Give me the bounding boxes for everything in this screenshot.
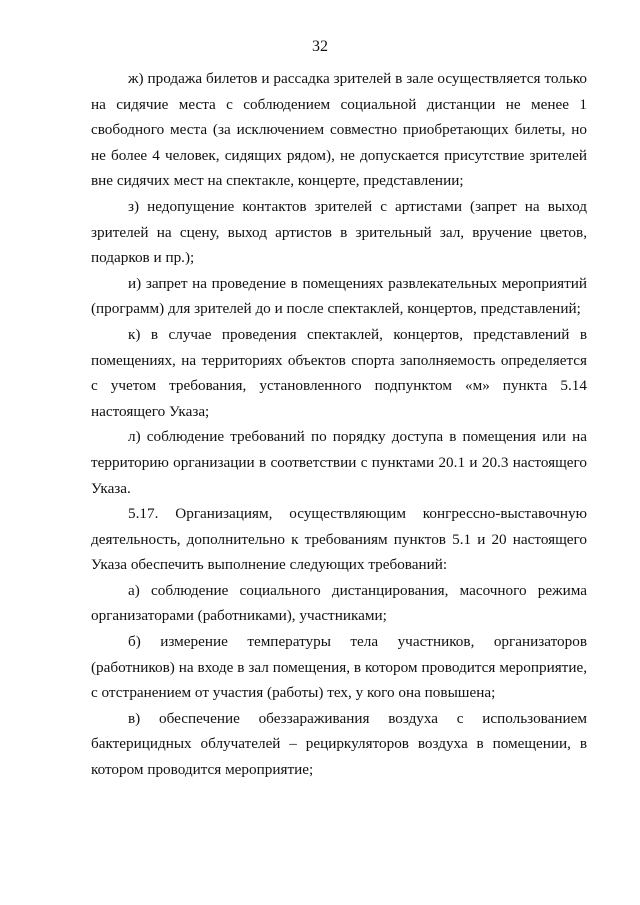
- paragraph-section-5-17: 5.17. Организациям, осуществляющим конгрессно-выставочную деятельность, дополнительно к требованиям пунктов 5.1 и 20 настоящего Указа обеспечить выполнение следующих требований:: [91, 505, 587, 574]
- document-body: [91, 66, 587, 783]
- paragraph-item-v: в) обеспечение обеззараживания воздуха с использованием бактерицидных облучателей – рециркуляторов воздуха в помещении, в котором проводится мероприятие;: [91, 709, 587, 779]
- paragraph-item-zh: ж) продажа билетов и рассадка зрителей в зале осуществляется только на сидячие места с соблюдением социальной дистанции не менее 1 свободного места (за исключением совместно приобретающих билеты, но не более 4 человек, сидящих рядом), не допускается присутствие зрителей вне сидячих мест на спектакле, концерте, представлении;: [91, 70, 587, 190]
- page-number: 32: [312, 38, 328, 55]
- paragraph-item-k: к) в случае проведения спектаклей, концертов, представлений в помещениях, на территориях объектов спорта заполняемость определяется с учетом требования, установленного подпунктом «м» пункта 5.14 настоящего Указа;: [91, 325, 587, 420]
- paragraph-item-z: з) недопущение контактов зрителей с артистами (запрет на выход зрителей на сцену, выход артистов в зрительный зал, вручение цветов, подарков и пр.);: [91, 197, 587, 267]
- paragraph-item-i: и) запрет на проведение в помещениях развлекательных мероприятий (программ) для зрителей до и после спектаклей, концертов, представлений;: [91, 274, 587, 318]
- paragraph-item-l: л) соблюдение требований по порядку доступа в помещения или на территорию организации в соответствии с пунктами 20.1 и 20.3 настоящего Указа.: [91, 428, 587, 497]
- paragraph-item-a: а) соблюдение социального дистанцирования, масочного режима организаторами (работниками), участниками;: [91, 581, 587, 625]
- paragraph-item-b: б) измерение температуры тела участников, организаторов (работников) на входе в зал помещения, в котором проводится мероприятие, с отстранением от участия (работы) тех, у кого она повышена;: [91, 633, 587, 702]
